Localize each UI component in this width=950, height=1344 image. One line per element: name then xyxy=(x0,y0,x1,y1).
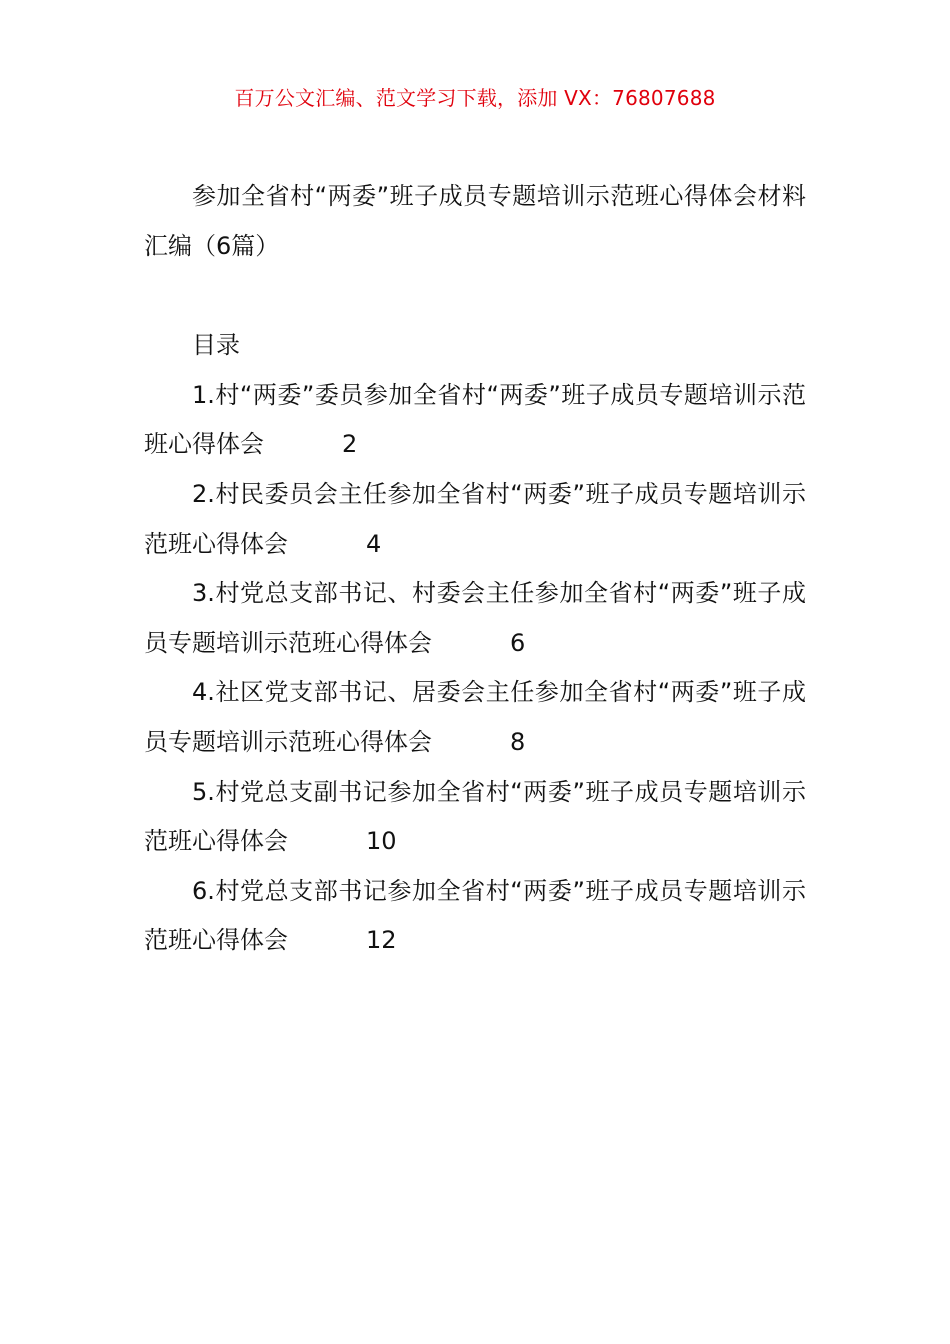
toc-entry-text: 6.村党总支部书记参加全省村“两委”班子成员专题培训示范班心得体会 xyxy=(144,876,806,955)
toc-entry-text: 2.村民委员会主任参加全省村“两委”班子成员专题培训示范班心得体会 xyxy=(144,479,806,558)
toc-entry-text: 3.村党总支部书记、村委会主任参加全省村“两委”班子成员专题培训示范班心得体会 xyxy=(144,579,806,657)
document-title: 参加全省村“两委”班子成员专题培训示范班心得体会材料汇编（6篇） xyxy=(144,182,806,260)
toc-entry-text: 4.社区党支部书记、居委会主任参加全省村“两委”班子成员专题培训示范班心得体会 xyxy=(144,678,806,756)
toc-entry-page: 2 xyxy=(342,430,358,459)
toc-entry-page: 10 xyxy=(366,827,397,856)
toc-entry[interactable] xyxy=(144,768,806,867)
toc-entry-text: 1.村“两委”委员参加全省村“两委”班子成员专题培训示范班心得体会 xyxy=(144,380,806,459)
toc-entry[interactable] xyxy=(144,371,806,470)
toc-entry[interactable] xyxy=(144,867,806,966)
toc-entry-page: 6 xyxy=(510,628,526,657)
toc-entry[interactable] xyxy=(144,569,806,668)
toc-heading: 目录 xyxy=(192,331,240,360)
toc-entry[interactable] xyxy=(144,668,806,767)
toc-entry-page: 12 xyxy=(366,926,397,955)
toc-entry-page: 8 xyxy=(510,727,526,756)
toc-entry-text: 5.村党总支副书记参加全省村“两委”班子成员专题培训示范班心得体会 xyxy=(144,777,806,856)
toc-entry[interactable] xyxy=(144,470,806,569)
toc-entry-page: 4 xyxy=(366,529,382,558)
document-body xyxy=(144,172,806,966)
header-banner: 百万公文汇编、范文学习下载，添加 VX：76807688 xyxy=(234,86,716,110)
